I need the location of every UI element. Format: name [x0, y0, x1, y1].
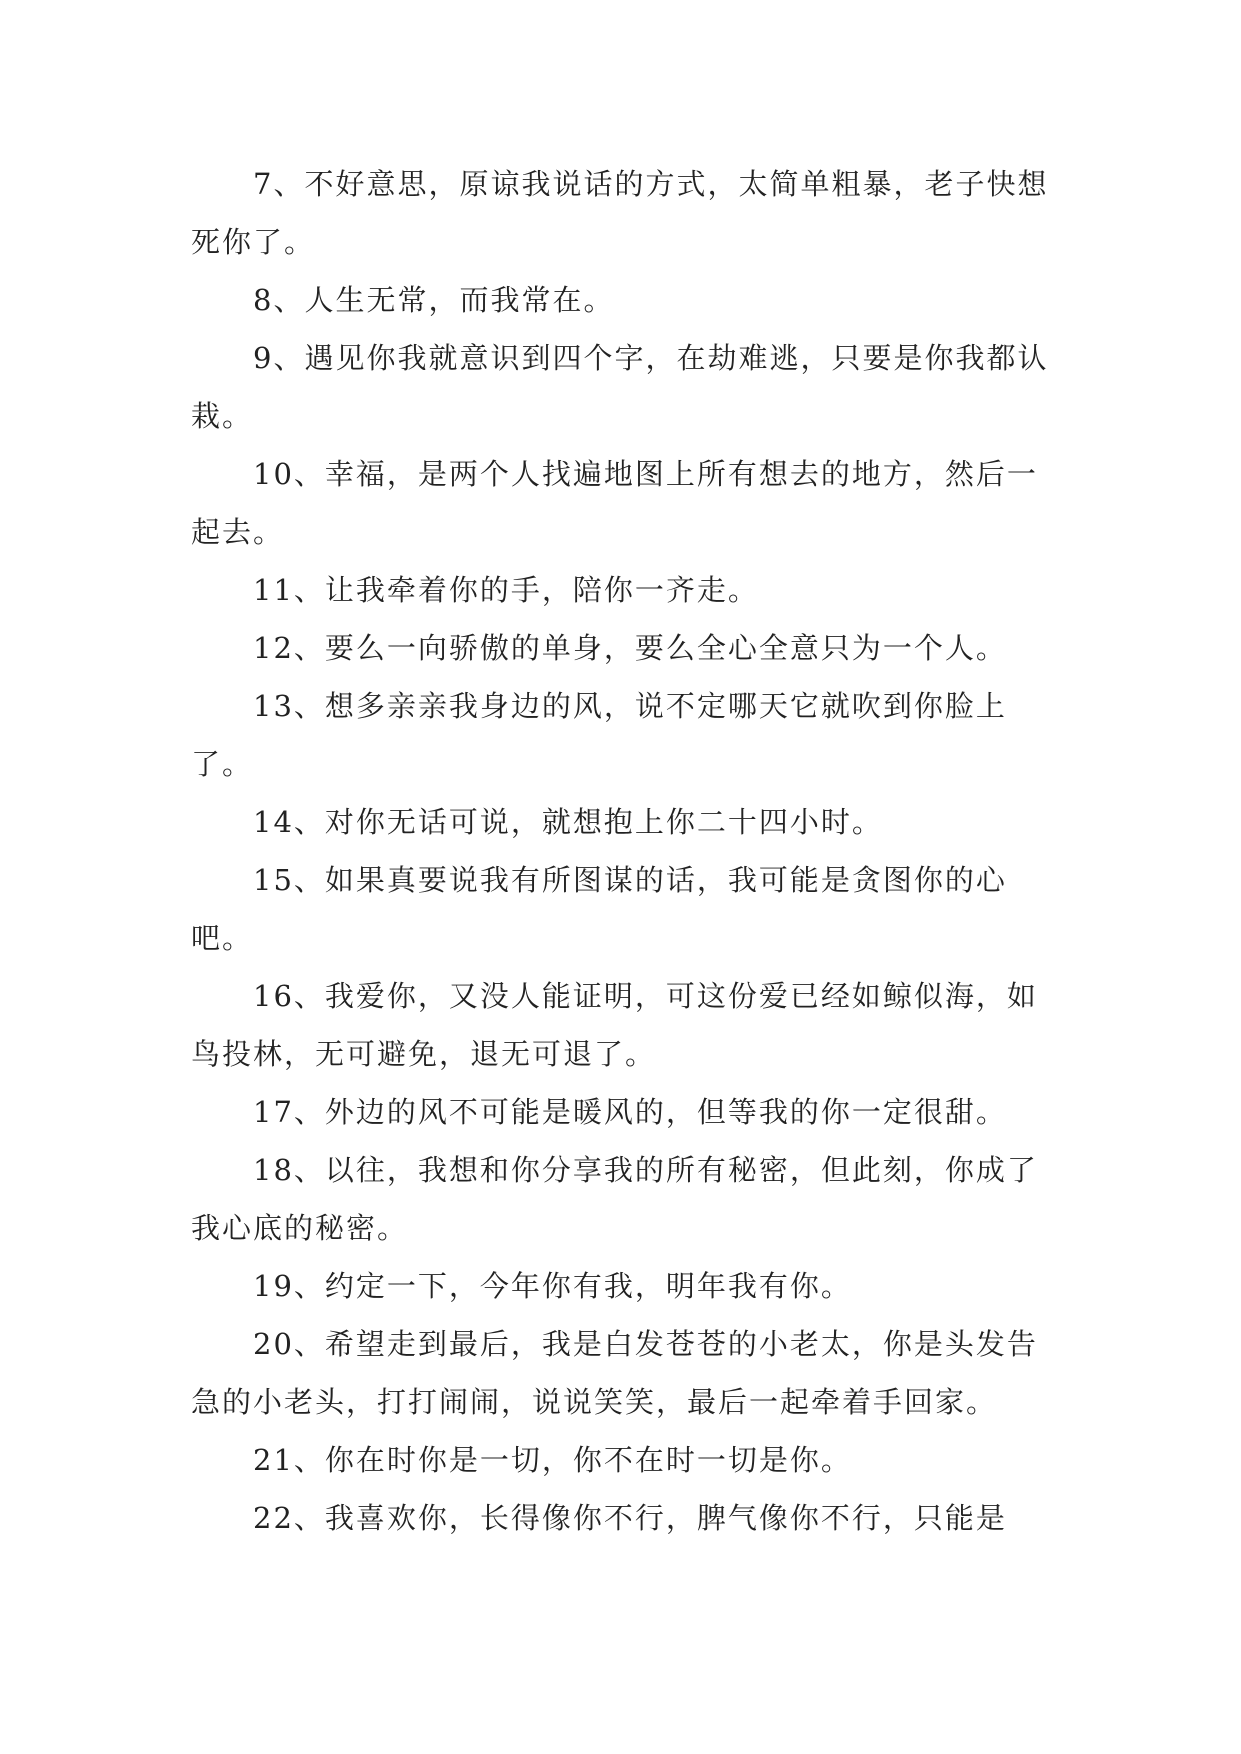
paragraph-18	[191, 1141, 1061, 1257]
paragraph-12	[191, 619, 1061, 677]
paragraph-21	[191, 1431, 1061, 1489]
paragraph-8	[191, 271, 1061, 329]
paragraph-18-text-cont: 了我心底的秘密。	[191, 1153, 1038, 1245]
paragraph-9-text: 9、遇见你我就意识到四个字，在劫难逃，只要是你我	[253, 341, 987, 375]
paragraph-19	[191, 1257, 1061, 1315]
paragraph-12-text: 12、要么一向骄傲的单身，要么全心全意只为一个人。	[253, 631, 1007, 665]
paragraph-14	[191, 793, 1061, 851]
paragraph-13-text: 13、想多亲亲我身边的风，说不定哪天它就吹到你脸上	[253, 689, 1007, 723]
paragraph-13	[191, 677, 1061, 793]
paragraph-16-text-cont: 如鸟投林，无可避免，退无可退了。	[191, 979, 1038, 1071]
paragraph-10-text-cont: 一起去。	[191, 457, 1038, 549]
paragraph-7-text-cont: 快想死你了。	[191, 167, 1049, 259]
paragraph-15	[191, 851, 1061, 967]
paragraph-16-text: 16、我爱你，又没人能证明，可这份爱已经如鲸似海，	[253, 979, 1007, 1013]
paragraph-18-text: 18、以往，我想和你分享我的所有秘密，但此刻，你成	[253, 1153, 1007, 1187]
paragraph-21-text: 21、你在时你是一切，你不在时一切是你。	[253, 1443, 852, 1477]
paragraph-20	[191, 1315, 1061, 1431]
paragraph-15-text: 15、如果真要说我有所图谋的话，我可能是贪图你的心	[253, 863, 1007, 897]
document-body	[191, 155, 1061, 1547]
paragraph-8-text: 8、人生无常，而我常在。	[253, 283, 615, 317]
paragraph-9-text-cont: 都认栽。	[191, 341, 1049, 433]
paragraph-9	[191, 329, 1061, 445]
paragraph-22	[191, 1489, 1061, 1547]
paragraph-20-text-cont: 告急的小老头，打打闹闹，说说笑笑，最后一起牵着手回家。	[191, 1327, 1038, 1419]
paragraph-11-text: 11、让我牵着你的手，陪你一齐走。	[253, 573, 759, 607]
paragraph-10-text: 10、幸福，是两个人找遍地图上所有想去的地方，然后	[253, 457, 1007, 491]
paragraph-10	[191, 445, 1061, 561]
paragraph-20-text: 20、希望走到最后，我是白发苍苍的小老太，你是头发	[253, 1327, 1007, 1361]
paragraph-19-text: 19、约定一下，今年你有我，明年我有你。	[253, 1269, 852, 1303]
paragraph-13-text-cont: 了。	[191, 747, 254, 781]
paragraph-15-text-cont: 吧。	[191, 921, 254, 955]
paragraph-7-text: 7、不好意思，原谅我说话的方式，太简单粗暴，老子	[253, 167, 987, 201]
paragraph-22-text: 22、我喜欢你，长得像你不行，脾气像你不行，只能是	[253, 1501, 1007, 1535]
paragraph-17-text: 17、外边的风不可能是暖风的，但等我的你一定很甜。	[253, 1095, 1007, 1129]
paragraph-17	[191, 1083, 1061, 1141]
paragraph-14-text: 14、对你无话可说，就想抱上你二十四小时。	[253, 805, 883, 839]
paragraph-11	[191, 561, 1061, 619]
paragraph-7	[191, 155, 1061, 271]
paragraph-16	[191, 967, 1061, 1083]
